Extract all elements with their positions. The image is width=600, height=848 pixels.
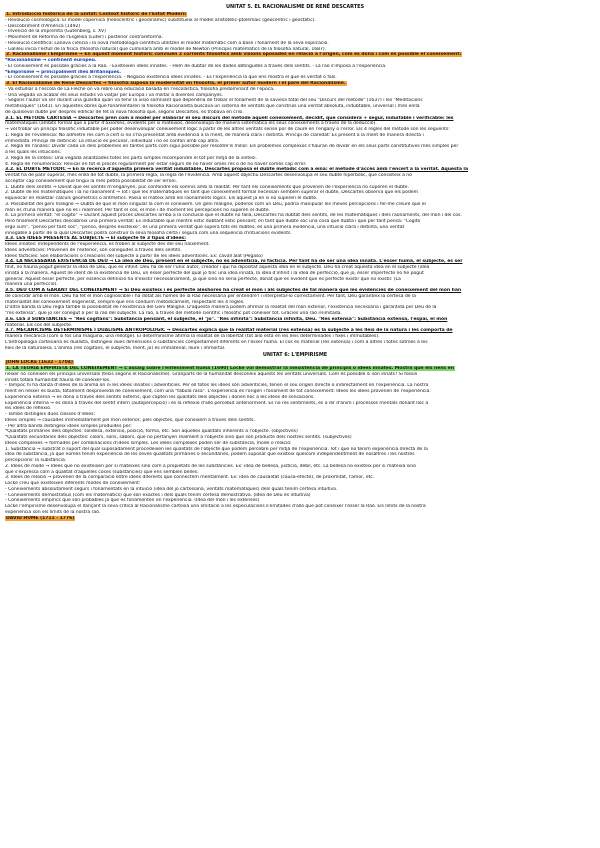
- line-text: innegable a partir de la qual Descartes podrà construir la seva filosofia certa i segura com una seqüència d'intuïcions evidents.: [5, 230, 292, 236]
- subsection-heading: 3.4. LA NECESSÀRIA EXISTÈNCIA DE DÉU → La idea de Déu, present en el subjecte, no és adventícia, ni factícia. Per tant ha de ser una idea innata. L'ésser humà, el subjecte, és ser: [5, 259, 463, 265]
- line-text: Locke creu que existeixen diferents modes de coneixement:: [5, 481, 141, 486]
- line-text: - Descobriment d'Amèrica (1492): [5, 23, 81, 29]
- line-text: → vol trobar un principi filosòfic induïtable per poder desenvolupar coneixement lògic a partir de les altres veritats sense por de caure en l'engany o l'error. Els 4 regles del mètode són les següents:: [5, 127, 450, 132]
- line-text: 3. Regla de la síntesi: Una vegada analitzades totes les parts simples recompondre el tot per mitjà de la síntesi.: [5, 155, 257, 161]
- text-line: [5, 346, 585, 352]
- line-text: 4. La primera veritat: "el cogito" → Durant aquest procés Descartes arriba a la conclusió que el dubte no falla, Descartes ha dubtat dels sentits, de les matemàtiques i dels raonaments, del món i del cos.: [5, 213, 462, 219]
- unit6-body: [5, 360, 585, 521]
- line-text: 1. Dubte dels sentits → Donat que els sentits m'enganyen, puc confondre els somnis amb la realitat. Per tant els coneixements que provenen de l'experiència no superen el dubte.: [5, 184, 409, 190]
- line-text: D'altra banda la Déu regla també la possibilitat de l'existència del Geni Maligne. D'aquesta manera podem afirmar la realitat del món exterior, l'existència necessària i garantida per Déu de la: [5, 305, 437, 311]
- subsection-heading: 3.5. DÉU COM A GARANT DEL CONEIXEMENT → Si Déu existeix i és perfecte aleshores ha creat el món i als subjectes de tal manera que les evidències de coneixement del món han: [5, 288, 462, 293]
- line-text: 3. Possibilitat del geni maligne → Dubta de que el món singular la com el coneixem. Un geni maligne, poderós com un Déu, podria manipular les meves percepcions i fer-me creure que el: [5, 201, 426, 207]
- line-text: - Segons l'autor va ser durant una guàrdia quan va tenir la visió somniant que dependria de trobar el fonament de la saviesa total del seu "Discurs del mètode" (1637) i les "Meditacions: [5, 98, 423, 104]
- line-text: 3. Idees de relació → provenen de la comparació entre idees diferents que connectem mentalment. Ex: idea de causalitat (causa-efecte), de proximitat, l'amor, etc.: [5, 475, 375, 481]
- line-text: ergo sum", "penso per tant sóc", "penso, després existeixo", és una primera veritat que supera tots els dubtes, és una primera evidència, una intuïció clara i distinta, una veritat: [5, 224, 405, 230]
- line-text: Idees innates: Independents de l'experiència, es troben al subjecte des del seu naixement.: [5, 242, 210, 247]
- subsection-heading: 3.6. LES 3 SUBSTÀNCIES → "Res cogitans": Substància pensant, el subjecte, el "jo". "Res infinita": Substància infinita, Déu. "Res extensa": Substància extensa, l'espai, el món: [5, 316, 448, 322]
- line-text: 2. Idees de mode → Idees que no existeixen per si mateixes sinó com a propietats de les substàncies. Ex: idea de bellesa, justícia, dèbil, etc. La bellesa no existeix per si mateixa sinó: [5, 463, 416, 469]
- line-text: 1. Substància → substrat o suport del qual suposadament procedeixen les qualitats de l'objecte que podem percebre per mitjà de l'experiència. Tot i que no tenim experiència directa de la: [5, 446, 428, 452]
- line-text: lleis de la naturalesa. L'ànima (res cogitans, el subjecte, ment, jo) és immaterial, lliure i immortal.: [5, 345, 226, 351]
- line-text: - Invenció de la impremta (Gutenberg, s. XV): [5, 29, 106, 35]
- line-text: - Coneixements absolutament segurs i fonamentats en la intuïció (idea del jo cartesiana, veritats matemàtiques) dels quals tenim certesa intuïtiva.: [5, 486, 338, 492]
- line-text: material. Els cos del subjecte.: [5, 322, 73, 328]
- line-text: Experiència interna → es dona a través del sentit intern (autopercepció) i és la reflexió d'allò percebut anteriorment. És no res sentiments, és a dir d'ànim i processos mentals donant lloc a: [5, 400, 429, 406]
- line-text: a les quals les intuïcions.: [5, 150, 62, 155]
- line-text: veritat ha de patir superar, més enllà de tot dubte, la primera regla, la regla de l'evidència. Amb aquest objectiu Descartes desenvolupa el seu dubte hiperbòlic, que consisteix a no: [5, 173, 412, 178]
- subsection-heading: 3.2. EL DUBTE METÒDIC → En la recerca d'aquesta primera veritat indubtable, Descartes proposa el dubte metòdic com a eina: el mètode d'accés amb l'encert a la veritat. Aquesta la: [5, 167, 468, 173]
- line-text: 2. Dubte de les matemàtiques i la no raonament → Tot i que les matemàtiques en tant que coneixement formal necessari semblen superar el dubte, Descartes observa que els podem: [5, 190, 418, 196]
- line-text: - El coneixement és possible gràcies a la Raó. - Existeixen idees innates. - Hem de dubtar de les dades obtingudes a través dels sentits. - La raó s'imposa a l'experiència.: [5, 63, 387, 69]
- line-text: immediata. Principi de distinció: La intuïció és peculiar, individual i no es confon amb cap altra.: [5, 138, 220, 144]
- line-text: materialitat del coneixement engenerat, sempre que ens conduïm metòdicament, respectant les 4 regles.: [5, 299, 245, 305]
- line-text: Idees factícies: Són elaboracions o creacions del subjecte a partir de les idees adventícies. Ex: cavall alat (Pegaso): [5, 253, 263, 259]
- line-text: 1. Regla de l'evidència: No admetre res com a cert si no s'ha presentat amb evidència a la ment, de manera clara i distinta. Principi de claredat: És present a la ment de manera directa i: [5, 132, 424, 138]
- line-text: Locke l'empirisme desenvolupa el llançant la seva crítica al Racionalisme cartesià una limitació a les especulacions il·limitades d'allò que pot conèixer l'ésser la Raó. Els límits de la nostra: [5, 504, 426, 509]
- line-text: de coincidir amb el món. Déu ha fet el món cognoscible i ha dotat als homes de la Raó necessària per entendre'l i interpretar-lo correctament. Per tant, Déu garanteix la certesa de la: [5, 293, 416, 299]
- text-line: [5, 516, 585, 522]
- line-text: manera una perfecció).: [5, 282, 58, 288]
- line-text: les idees de reflexió.: [5, 406, 52, 412]
- line-text: finit, no hauria pogut generar la idea de Déu, que és infinit. Déu ha de ser l'únic autor, creador i qui ha dipositat aquesta idea en el subjecte. Déu ha creat aquesta idea en el subjecte (idea: [5, 265, 430, 270]
- line-text: - Galileu inicia l'esfull de la física (filosofia natural) que culminarà amb el model de Newton (Principis matemàtics de la filosofia natural, 1687).: [5, 46, 326, 52]
- line-text: - També distingeix dues classes d'idees:: [5, 412, 95, 417]
- subsection-heading: 3.7. MECANICISME DETERMINISME I DUALISME ANTROPOLÒGIC → Descartes explica que la realitat material (res extensa) es la subjecte a les lleis de la natura i les comporta de: [5, 328, 453, 334]
- line-text: - Per altra banda distingeix idees simples produïdes per:: [5, 423, 132, 429]
- subsection-heading: 3.3. LES IDEES PRESENTS AL SUBJECTE → El subjecte té 3 tipus d'idees:: [5, 236, 186, 242]
- line-text: manera mecànica (com si fos una màquina, una rellotge). El determinisme afirma la realitat de la llibertat (tot allò està en les lleis determinades i fixes i immutables).: [5, 334, 380, 339]
- line-text: - Revolució científica: Lanova ciència i la nova metodologia científica utilitzen el model matemàtic com a base i fonament de la seva explicació.: [5, 40, 329, 46]
- line-text: món és d'una manera que no és i realment. Per tant el cos, el món i de moment les percepcions no superen el dubte.: [5, 207, 270, 213]
- line-text: idea de substància, ja que només tenim experiència de les seves qualitats primàries o secundàries, podem suposar que existeix quelcom independentment de nosaltres i les nostres: [5, 452, 415, 458]
- line-text: matemàtiques (àmbits formal que a partir d'axiomes, evidents per si mateixos, desenvolupa de manera sistemàtica els seus coneixements a través de la deducció).: [5, 121, 377, 127]
- line-text: Idees simples → causades immediatament pel món exterior, pels objectes, que coneixem a través dels sentits.: [5, 417, 255, 423]
- line-text: - Coneixements empírics que són probables ja que es fonamenten en l'experiència. (Idea del món i les extenses): [5, 498, 260, 504]
- line-text: - El coneixement és possible gràcies a l'experiència. - Negació existència idees innates. - És l'experiència la que ens mostra el que és veritat o fals.: [5, 75, 337, 81]
- line-text: que s'expressa com a qualitat d'aquelles coses (substàncies) que ens semblen belles.: [5, 469, 199, 475]
- line-text: Experiència externa → es dona a través dels sentits externs, que capten les qualitats dels objectes i donen lloc a les idees de sensacions.: [5, 394, 315, 400]
- line-text: - Revolució cosmològica: El model copernicà (heliocèntric i geodinàmic) substitueix al model aristotèlic-ptolemaic (geocèntric i geostàtic).: [5, 17, 316, 23]
- line-text: ment en néixer és buida, totalment desproveïda de coneixement, com una "tàbula rasa". L'experiència és l'origen i fonament de tot coneixement: Idees les idees provenen de l'experiència.: [5, 389, 431, 394]
- line-text: de qualsevol dubte per després edificar de fet la nova filosofia que, segons Descartes, es trobava en crisi.: [5, 109, 244, 115]
- section-heading: 3. El Racionalisme de René Descartes → filosofia suposa la modernitat en filosofia, el primer autor modern i el pare del Racionalisme.: [6, 81, 346, 86]
- line-text: L'antropologia cartesiana és dualista, distingeix dues dimensions o substàncies completament diferents en l'ésser humà. El cos és material (res extensa) i com a altres i totes sotmès a les: [5, 339, 428, 345]
- line-text: *Racionalisme → continent europeu.: [5, 58, 97, 63]
- line-text: "res extensa", que jo ser conegut a per la raó del subjecte. La raó, a través del mètode científic i filosòfic pot conèixer tot. Gràcies una raó il·limitada.: [5, 311, 342, 316]
- line-text: innats totala humanitat hauria de conèixer-los.: [5, 377, 111, 383]
- line-text: Idees complexes → formades per combinacions d'idees simples. Les idees complexes poden ser de substància, mode o relació:: [5, 440, 292, 446]
- subsection-heading: 3.1. EL MÈTODE CARTESIÀ → Descartes pren com a model per elaborar el seu discurs del mètode aquell coneixement, decidit, que considera + segur, induïtable i verificable: les: [5, 115, 454, 121]
- line-text: 2. Regla de l'anàlisi: Dividir cada un dels problemes en tantes parts com sigui possible per resoldre'ls millor. Els problemes complexos s'hauran de dividir en els seus parts constitutives més simples per: [5, 144, 459, 150]
- section-heading: 2. Racionalisme i Empirisme → En aquest moment històric conviuen 2 corrents filosòfics amb visions oposades en relació a l'origen, com es dona i com es possible el coneixement:: [6, 52, 462, 58]
- line-text: generar. Aquest ésser perfecte, per essència definició ha d'existir necessàriament, ja que sinó no seria perfecte, donat que és evident que és perfecte existir que no existir. (La: [5, 276, 401, 282]
- line-text: - Tampoc hi ha danza d'idees de la ànima on ni les idees innates i adventícies. Per ell totes les idees són adventícies, tenen el seu origen directe o indirectament en l'experiència. La nostra: [5, 383, 429, 389]
- author-heading: DAVID HUME (1711 - 1776): [6, 515, 75, 521]
- line-text: - Coneixements demostratius (com els matemàtics) que són exactes i dels quals tenim certesa demostrativa. (Idea de Déu és intuïtiva): [5, 492, 311, 498]
- unit5-body: [5, 12, 585, 351]
- line-text: equivocar en realitzar càlculs geomètrics o aritmètics. Passa el mateix amb els raonaments lògics. Els aquest ja en si no superen el dubte.: [5, 196, 318, 201]
- unit6-title: UNITAT 6: L'EMPIRISME: [262, 352, 328, 359]
- line-text: acceptar cap coneixement que tingui la més petita possibilitat de ser erroni.: [5, 178, 178, 184]
- line-text: *Qualitats primàries dels objectes: solidesa, extensió, posició, forma, etc. Són aquelles qualitats inherents a l'objecte. (objectives): [5, 429, 298, 435]
- line-text: 4. Regla de l'enumeració: Revisar en tot el procés regularment per estar segurs de no haver omès res o de no haver comès cap error.: [5, 161, 307, 167]
- line-text: Idees adventícies: Provenen de l'exterior, són conegudes a través dels sentits.: [5, 247, 182, 253]
- line-text: percepcions: la substància.: [5, 458, 67, 463]
- line-text: Però finalment Descartes descobreix una primera veritat: És induïtable que mentre estic dubtant estic pensant; en tant que dubte sóc una cosa que dubta i que per tant pensa: "Cogito: [5, 219, 421, 224]
- unit5-title: UNITAT 5. EL RACIONALISME DE RENÉ DESCARTES: [225, 4, 365, 10]
- line-text: - Moviment de Reforma de l'Església (Luter) i posterior contrareforma.: [5, 35, 163, 40]
- line-text: metafísiques" (1641). En aquestes obres que fonamentaren la filosofia Racionalista buscava un sistema de veritats que construís una veritat absoluta, indubtable, universal i més enllà: [5, 104, 420, 109]
- line-text: experiència són els límits de la nostra raó.: [5, 509, 101, 515]
- line-text: néixer no coneixen els principis universals (tesis segons el Racionalisme). Granparts de la humanitat desconeix aquests les veritats universals. Com és possible si són innats? Si fossin: [5, 371, 418, 377]
- line-text: *Empirisme → principalment illes Britàniques.: [5, 69, 121, 75]
- line-text: *Qualitats secundàries dels objectes: colors, sons, sabors, que no pertanyen realment a l'objecte sinó que són producte dels nostres sentits. (subjectives): [5, 435, 352, 440]
- author-heading: JOHN LOCKE (1632 - 1704): [6, 360, 73, 366]
- line-text: innata a la manera. Aquest lle ident de la existència de Déu, un ésser perfecte del qual jo tinc una idea innata, la idea d'infinit i la idea de perfecció, que jo, ésser imperfecte no he pogut: [5, 270, 424, 276]
- section-heading: 1. Introducció històrica de la unitat: Context històric de l'Estat Modern: [6, 12, 186, 17]
- section-heading: 1. LA TEORIA EMPIRISTA DEL CONEIXEMENT → L'assaig sobre l'enteniment humà (1690) Locke vol demostrar la inexistència de principis o idees innates. Mostra que els nens en: [6, 366, 454, 371]
- line-text: - Va estudiar a l'escola de La Fleche on va rebre una educació basada en l'escolàstica, filosofia predominant de l'època.: [5, 86, 275, 92]
- line-text: - Una vegada va acabar els seus estudis va viatjar per Europa i va militar a diverses campanyes.: [5, 92, 224, 98]
